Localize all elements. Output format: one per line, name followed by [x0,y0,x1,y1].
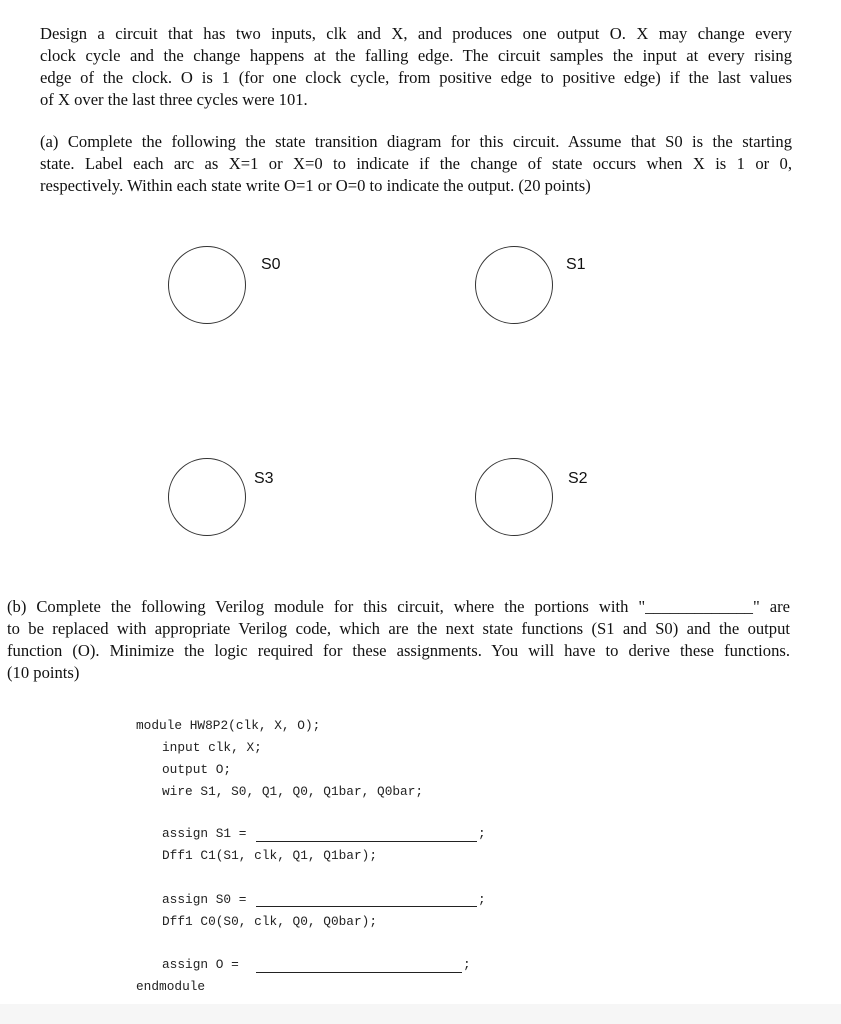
page-footer-band [0,1004,841,1024]
code-module-declaration: module HW8P2(clk, X, O); [136,718,321,733]
code-output-declaration: output O; [162,762,232,777]
code-endmodule: endmodule [136,979,206,994]
part-b-line: (b) Complete the following Verilog module for this circuit, where the portions with "_____________" are [7,597,790,616]
part-a-line: state. Label each arc as X=1 or X=0 to indicate if the change of state occurs when X is 1 or 0, [40,154,792,173]
answer-blank-s0 [256,906,477,907]
state-s0-label: S0 [261,256,281,273]
code-semicolon: ; [478,892,486,907]
answer-blank-o [256,972,462,973]
state-s2-circle [475,458,553,536]
code-wire-declaration: wire S1, S0, Q1, Q0, Q1bar, Q0bar; [162,784,424,799]
problem-statement [40,23,792,111]
code-dff-c0: Dff1 C0(S0, clk, Q0, Q0bar); [162,914,378,929]
code-dff-c1: Dff1 C1(S1, clk, Q1, Q1bar); [162,848,378,863]
state-s3-label: S3 [254,470,274,487]
code-input-declaration: input clk, X; [162,740,262,755]
state-s3-circle [168,458,246,536]
state-s0-circle [168,246,246,324]
part-a-instructions [40,131,792,197]
part-b-line: (10 points) [7,663,80,682]
part-a-line: respectively. Within each state write O=1 or O=0 to indicate the output. (20 points) [40,176,591,195]
code-assign-s1: assign S1 = [162,826,247,841]
part-a-line: (a) Complete the following the state transition diagram for this circuit. Assume that S0 is the starting [40,132,792,151]
problem-statement-line: Design a circuit that has two inputs, clk and X, and produces one output O. X may change every [40,24,792,43]
code-semicolon: ; [478,826,486,841]
state-s1-circle [475,246,553,324]
part-b-line: function (O). Minimize the logic required for these assignments. You will have to derive these functions. [7,641,790,660]
problem-statement-line: edge of the clock. O is 1 (for one clock cycle, from positive edge to positive edge) if the last values [40,68,792,87]
code-assign-s0: assign S0 = [162,892,247,907]
state-s2-label: S2 [568,470,588,487]
part-b-instructions [7,596,790,684]
code-semicolon: ; [463,957,471,972]
state-s1-label: S1 [566,256,586,273]
answer-blank-s1 [256,841,477,842]
problem-statement-line: clock cycle and the change happens at the falling edge. The circuit samples the input at every rising [40,46,792,65]
problem-statement-line: of X over the last three cycles were 101. [40,90,308,109]
code-assign-o: assign O = [162,957,239,972]
part-b-line: to be replaced with appropriate Verilog code, which are the next state functions (S1 and S0) and the output [7,619,790,638]
